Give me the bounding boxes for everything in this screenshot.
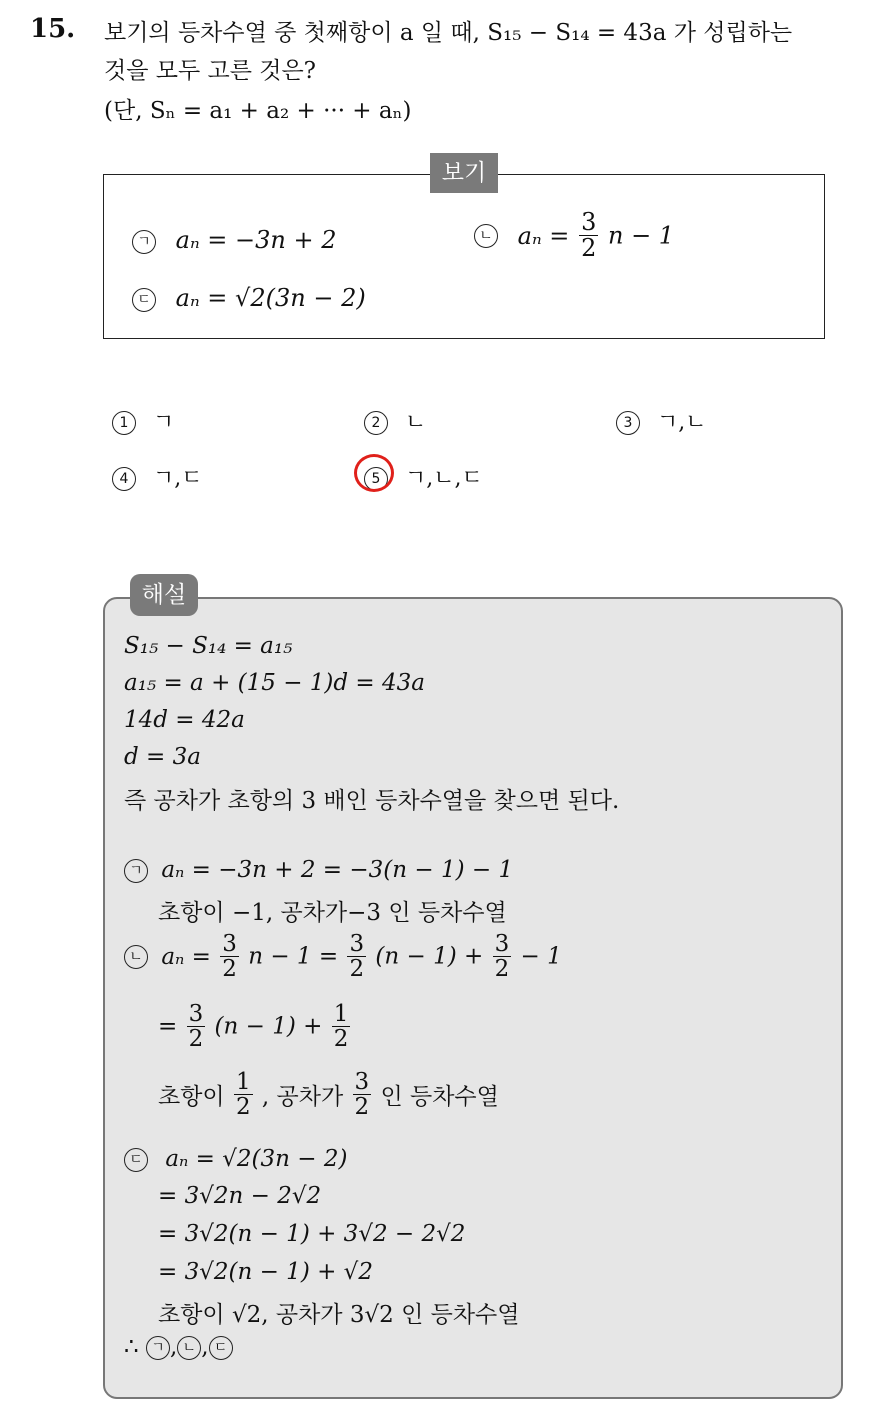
choice-4[interactable]: 4 ㄱ,ㄷ bbox=[112, 461, 203, 492]
solution-c-line-2: = 3√2n − 2√2 bbox=[158, 1183, 322, 1209]
solution-a-desc: 초항이 −1, 공차가−3 인 등차수열 bbox=[158, 900, 507, 926]
bogi-item-b-fraction: $\frac{3}{2}$ bbox=[581, 208, 597, 263]
question-number: 15. bbox=[30, 14, 76, 44]
bogi-item-a-formula: aₙ = −3n + 2 bbox=[175, 226, 337, 254]
solution-line-3: 14d = 42a bbox=[124, 707, 245, 733]
question-condition: (단, Sₙ = a₁ + a₂ + ··· + aₙ) bbox=[104, 98, 412, 124]
solution-line-1: S₁₅ − S₁₄ = a₁₅ bbox=[124, 633, 293, 659]
solution-line-5: 즉 공차가 초항의 3 배인 등차수열을 찾으면 된다. bbox=[124, 788, 620, 814]
bogi-item-b-lhs: aₙ = bbox=[517, 221, 570, 250]
choice-2[interactable]: 2 ㄴ bbox=[364, 405, 426, 436]
bogi-item-b-rhs: n − 1 bbox=[607, 221, 675, 250]
solution-b-line-1: ㄴ aₙ = $\frac{3}{2}$ n − 1 = $\frac{3}{2}$ (n − 1) + $\frac{3}{2}$ − 1 bbox=[124, 932, 562, 981]
choice-3[interactable]: 3 ㄱ,ㄴ bbox=[616, 405, 707, 436]
mark-nieun: ㄴ bbox=[474, 224, 498, 248]
bogi-item-c bbox=[132, 284, 366, 312]
solution-b-line-2: = $\frac{3}{2}$ (n − 1) + $\frac{1}{2}$ bbox=[158, 1001, 349, 1053]
answer-mark-circle bbox=[354, 454, 394, 492]
solution-c-line-3: = 3√2(n − 1) + 3√2 − 2√2 bbox=[158, 1221, 466, 1247]
bogi-box bbox=[103, 174, 825, 339]
solution-conclusion: ∴ ㄱ , ㄴ , ㄷ bbox=[124, 1334, 233, 1360]
solution-c-desc: 초항이 √2, 공차가 3√2 인 등차수열 bbox=[158, 1302, 520, 1328]
bogi-item-a bbox=[132, 226, 337, 254]
bogi-item-c-formula: aₙ = √2(3n − 2) bbox=[175, 284, 366, 312]
bogi-item-b bbox=[474, 210, 674, 261]
solution-label: 해설 bbox=[130, 574, 198, 616]
choice-5[interactable]: 5 ㄱ,ㄴ,ㄷ bbox=[364, 461, 483, 492]
solution-line-2: a₁₅ = a + (15 − 1)d = 43a bbox=[124, 670, 425, 696]
solution-a-line: ㄱ aₙ = −3n + 2 = −3(n − 1) − 1 bbox=[124, 857, 513, 883]
mark-giyeok: ㄱ bbox=[132, 230, 156, 254]
question-line-2: 것을 모두 고른 것은? bbox=[104, 58, 317, 84]
solution-c-line-1: ㄷ aₙ = √2(3n − 2) bbox=[124, 1146, 347, 1172]
solution-c-line-4: = 3√2(n − 1) + √2 bbox=[158, 1259, 373, 1285]
solution-line-4: d = 3a bbox=[124, 744, 201, 770]
choice-1[interactable]: 1 ㄱ bbox=[112, 405, 174, 436]
question-line-1: 보기의 등차수열 중 첫째항이 a 일 때, S₁₅ − S₁₄ = 43a 가 성립하는 bbox=[104, 20, 793, 46]
mark-digeut: ㄷ bbox=[132, 288, 156, 312]
solution-b-desc: 초항이 $\frac{1}{2}$ , 공차가 $\frac{3}{2}$ 인 등차수열 bbox=[158, 1069, 499, 1121]
bogi-label: 보기 bbox=[430, 153, 498, 193]
